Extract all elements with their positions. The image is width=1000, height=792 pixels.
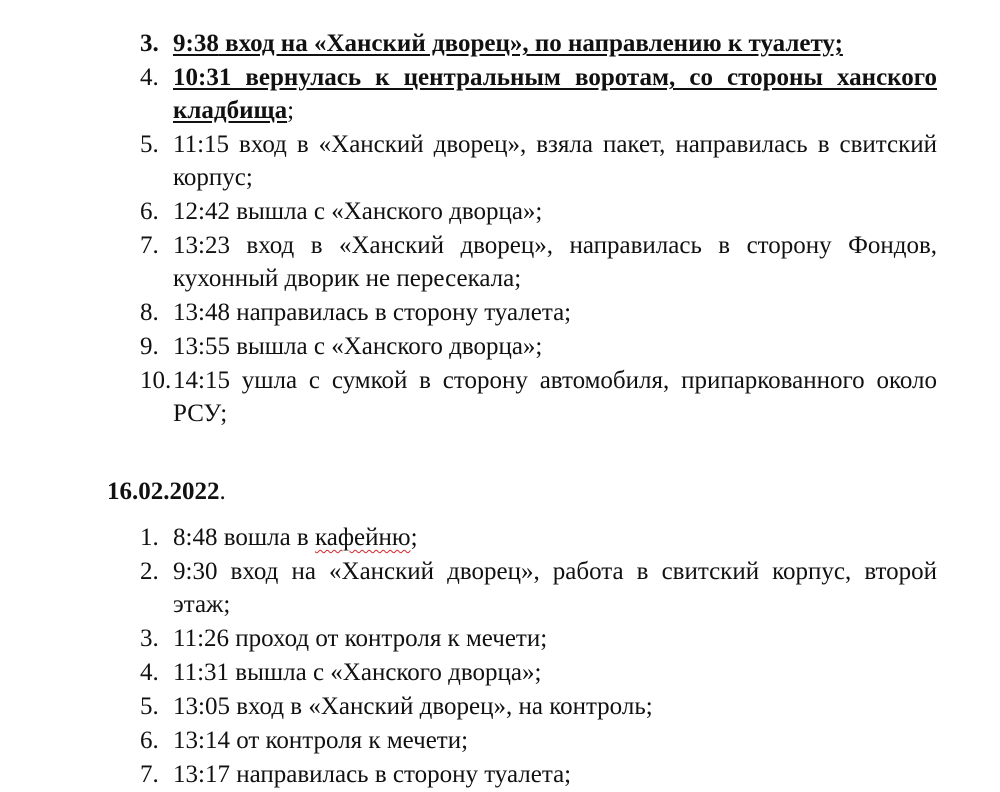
list-item bbox=[0, 61, 1000, 127]
list-item bbox=[0, 724, 1000, 757]
item-text: вход в «Ханский дворец», направилась в сторону Фондов, кухонный дворик не пересекала; bbox=[173, 232, 937, 292]
item-time: 13:17 bbox=[173, 761, 230, 788]
date-heading-tail: . bbox=[219, 478, 226, 505]
item-text: проход от контроля к мечети; bbox=[229, 625, 548, 652]
item-text-emphasis: 10:31 вернулась к центральным воротам, со стороны ханского кладбища bbox=[173, 64, 937, 124]
item-number: 3. bbox=[140, 625, 159, 652]
date-heading bbox=[107, 475, 226, 508]
item-number: 8. bbox=[140, 299, 159, 326]
item-time: 8:48 bbox=[173, 524, 218, 551]
list-item bbox=[0, 128, 1000, 194]
item-number: 3. bbox=[140, 30, 159, 57]
list-item bbox=[0, 758, 1000, 791]
item-text: от контроля к мечети; bbox=[229, 727, 469, 754]
item-line bbox=[173, 30, 843, 57]
list-item bbox=[0, 555, 1000, 621]
list-item bbox=[0, 622, 1000, 655]
item-text-tail: ; bbox=[410, 524, 418, 551]
item-text: ушла с сумкой в сторону автомобиля, припаркованного около РСУ; bbox=[173, 367, 937, 427]
item-number: 6. bbox=[140, 727, 159, 754]
item-text: вышла с «Ханского дворца»; bbox=[229, 659, 542, 686]
list-item bbox=[0, 656, 1000, 689]
list-item bbox=[0, 330, 1000, 363]
item-text: направилась в сторону туалета; bbox=[229, 761, 572, 788]
item-number: 4. bbox=[140, 64, 159, 91]
item-text: вход в «Ханский дворец», взяла пакет, направилась в свитский корпус; bbox=[173, 131, 937, 191]
item-time: 9:38 bbox=[173, 30, 219, 57]
item-time: 11:31 bbox=[173, 659, 230, 686]
item-number: 1. bbox=[140, 524, 159, 551]
list-item bbox=[0, 364, 1000, 430]
item-number: 10. bbox=[140, 367, 172, 394]
event-list-16-02 bbox=[0, 521, 1000, 792]
item-text: направилась в сторону туалета; bbox=[229, 299, 572, 326]
spellcheck-word[interactable]: кафейню bbox=[314, 524, 411, 551]
item-text: вход на «Ханский дворец», по направлению к туалету; bbox=[218, 30, 843, 57]
item-text: вышла с «Ханского дворца»; bbox=[229, 333, 543, 360]
item-time: 13:23 bbox=[173, 232, 230, 259]
item-text: вошла в bbox=[217, 524, 315, 551]
item-time: 11:26 bbox=[173, 625, 230, 652]
item-number: 5. bbox=[140, 693, 159, 720]
item-time: 13:05 bbox=[173, 693, 230, 720]
event-list-15-02 bbox=[0, 27, 1000, 431]
item-text-tail: ; bbox=[287, 97, 295, 124]
item-time: 14:15 bbox=[173, 367, 230, 394]
list-item bbox=[0, 690, 1000, 723]
list-item bbox=[0, 195, 1000, 228]
item-number: 7. bbox=[140, 761, 159, 788]
list-item bbox=[0, 27, 1000, 60]
item-number: 9. bbox=[140, 333, 159, 360]
list-item bbox=[0, 229, 1000, 295]
item-number: 7. bbox=[140, 232, 159, 259]
item-time: 13:55 bbox=[173, 333, 230, 360]
date-heading-value: 16.02.2022 bbox=[107, 478, 220, 505]
item-time: 12:42 bbox=[173, 198, 230, 225]
item-text: вход в «Ханский дворец», на контроль; bbox=[229, 693, 653, 720]
item-number: 5. bbox=[140, 131, 159, 158]
item-time: 13:14 bbox=[173, 727, 230, 754]
item-number: 2. bbox=[140, 558, 159, 585]
list-item bbox=[0, 521, 1000, 554]
item-number: 4. bbox=[140, 659, 159, 686]
item-number: 6. bbox=[140, 198, 159, 225]
item-time: 11:15 bbox=[173, 131, 230, 158]
item-text: вход на «Ханский дворец», работа в свитский корпус, второй этаж; bbox=[173, 558, 937, 618]
item-time: 13:48 bbox=[173, 299, 230, 326]
item-text: вышла с «Ханского дворца»; bbox=[229, 198, 543, 225]
list-item bbox=[0, 296, 1000, 329]
item-time: 9:30 bbox=[173, 558, 218, 585]
